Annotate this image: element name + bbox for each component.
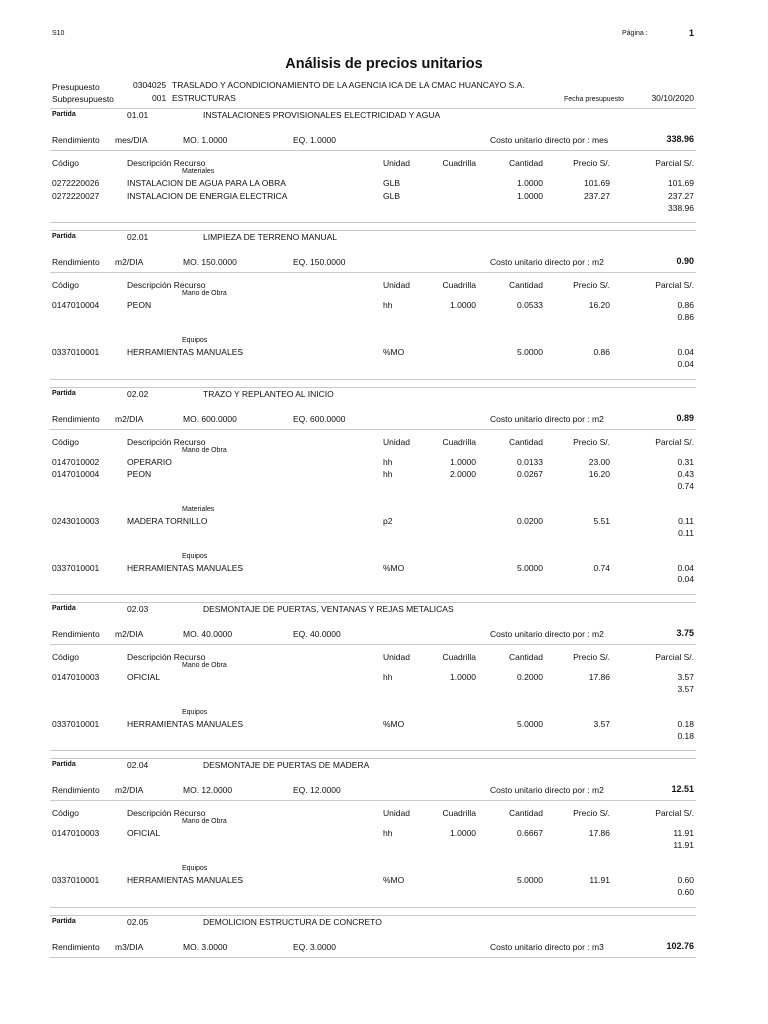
rendimiento-unit: mes/DIA: [115, 135, 148, 145]
resource-cantidad: 0.6667: [517, 828, 543, 839]
resource-desc: HERRAMIENTAS MANUALES: [127, 562, 244, 573]
group-label: Mano de Obra: [182, 446, 227, 454]
resource-cantidad: 0.0267: [517, 469, 543, 480]
resource-code: 0337010001: [52, 718, 100, 729]
resource-code: 0272220027: [52, 190, 100, 201]
resource-cantidad: 1.0000: [517, 190, 543, 201]
resource-cantidad: 5.0000: [517, 562, 543, 573]
divider: [50, 602, 696, 603]
costo-unitario-label: Costo unitario directo por : mes: [490, 135, 609, 145]
resource-parcial: 0.18: [677, 718, 694, 729]
col-parcial: Parcial S/.: [655, 436, 694, 447]
mo-value: MO. 12.0000: [183, 785, 233, 796]
col-parcial: Parcial S/.: [655, 808, 694, 819]
col-precio: Precio S/.: [573, 158, 610, 168]
resource-code: 0337010001: [52, 347, 100, 357]
resource-code: 0147010003: [52, 672, 100, 683]
rendimiento-unit: m2/DIA: [115, 785, 144, 796]
partida-label: Partida: [52, 761, 76, 769]
col-cantidad: Cantidad: [508, 158, 543, 168]
divider: [50, 800, 696, 801]
costo-unitario-value: 0.90: [676, 256, 694, 267]
rendimiento-label: Rendimiento: [52, 135, 100, 145]
col-cuadrilla: Cuadrilla: [442, 808, 476, 819]
resource-unit: %MO: [383, 718, 405, 729]
mo-value: MO. 1.0000: [183, 135, 228, 145]
costo-unitario-value: 0.89: [676, 412, 694, 423]
resource-precio: 5.51: [593, 516, 610, 526]
group-label: Equipos: [182, 552, 208, 560]
group-label: Mano de Obra: [182, 662, 227, 670]
resource-unit: GLB: [383, 190, 401, 201]
divider: [50, 594, 696, 595]
resource-parcial: 0.04: [677, 347, 694, 357]
divider: [50, 272, 696, 273]
group-subtotal: 0.04: [677, 574, 694, 585]
resource-parcial: 0.60: [677, 875, 694, 885]
resource-precio: 3.57: [593, 718, 610, 729]
resource-code: 0243010003: [52, 516, 100, 526]
fecha-label: Fecha presupuesto: [564, 96, 624, 103]
col-cuadrilla: Cuadrilla: [442, 158, 476, 168]
group-subtotal: 338.96: [668, 202, 694, 213]
partida-label: Partida: [52, 605, 76, 613]
partida-label: Partida: [52, 389, 76, 397]
resource-cantidad: 5.0000: [517, 347, 543, 357]
divider: [50, 108, 696, 109]
col-descripcion: Descripción Recurso: [127, 436, 206, 447]
resource-code: 0147010004: [52, 469, 100, 480]
resource-precio: 11.91: [589, 875, 610, 885]
col-cuadrilla: Cuadrilla: [442, 280, 476, 291]
resource-unit: hh: [383, 456, 393, 467]
resource-precio: 17.86: [588, 672, 610, 683]
partida-name: DESMONTAJE DE PUERTAS, VENTANAS Y REJAS METALICAS: [203, 604, 454, 615]
resource-parcial: 0.04: [677, 562, 694, 573]
resource-unit: %MO: [383, 347, 405, 357]
resource-precio: 0.86: [593, 347, 610, 357]
col-cantidad: Cantidad: [508, 436, 543, 447]
col-cantidad: Cantidad: [508, 808, 543, 819]
group-subtotal: 0.60: [677, 886, 694, 897]
resource-unit: hh: [383, 828, 393, 839]
rendimiento-unit: m2/DIA: [115, 257, 144, 268]
resource-desc: OFICIAL: [127, 828, 161, 839]
resource-desc: PEON: [127, 469, 152, 480]
partida-label: Partida: [52, 233, 76, 241]
partida-name: TRAZO Y REPLANTEO AL INICIO: [203, 388, 334, 399]
resource-desc: HERRAMIENTAS MANUALES: [127, 347, 244, 357]
group-subtotal: 0.11: [678, 527, 694, 538]
col-parcial: Parcial S/.: [655, 158, 694, 168]
partida-code: 02.05: [127, 916, 149, 927]
subpresupuesto-desc: ESTRUCTURAS: [172, 93, 236, 103]
rendimiento-label: Rendimiento: [52, 785, 100, 796]
resource-precio: 16.20: [588, 300, 610, 311]
resource-cantidad: 0.0133: [517, 456, 543, 467]
resource-unit: GLB: [383, 178, 401, 188]
resource-desc: HERRAMIENTAS MANUALES: [127, 718, 244, 729]
page-number: 1: [688, 28, 694, 38]
resource-parcial: 0.11: [678, 516, 694, 526]
resource-unit: hh: [383, 469, 393, 480]
col-codigo: Código: [52, 280, 79, 291]
resource-parcial: 101.69: [668, 178, 694, 188]
col-codigo: Código: [52, 652, 79, 663]
costo-unitario-value: 12.51: [671, 784, 694, 795]
resource-precio: 16.20: [588, 469, 610, 480]
costo-unitario-label: Costo unitario directo por : m2: [490, 785, 604, 796]
costo-unitario-value: 338.96: [666, 134, 694, 144]
col-parcial: Parcial S/.: [655, 280, 694, 291]
divider: [50, 222, 696, 223]
col-cantidad: Cantidad: [508, 280, 543, 291]
col-descripcion: Descripción Recurso: [127, 652, 206, 663]
col-unidad: Unidad: [383, 652, 410, 663]
resource-precio: 23.00: [588, 456, 610, 467]
rendimiento-unit: m2/DIA: [115, 629, 144, 640]
presupuesto-desc: TRASLADO Y ACONDICIONAMIENTO DE LA AGENCIA ICA DE LA CMAC HUANCAYO S.A.: [172, 80, 525, 90]
resource-cuadrilla: 1.0000: [450, 672, 476, 683]
partida-code: 02.04: [127, 760, 149, 771]
eq-value: EQ. 1.0000: [293, 135, 337, 145]
group-label: Equipos: [182, 337, 208, 344]
rendimiento-unit: m2/DIA: [115, 413, 144, 424]
resource-cuadrilla: 1.0000: [450, 828, 476, 839]
divider: [50, 915, 696, 916]
group-label: Materiales: [182, 168, 215, 175]
resource-desc: HERRAMIENTAS MANUALES: [127, 875, 244, 885]
group-subtotal: 0.04: [677, 358, 694, 369]
resource-cantidad: 5.0000: [517, 718, 543, 729]
col-cuadrilla: Cuadrilla: [442, 436, 476, 447]
partida-label: Partida: [52, 917, 76, 925]
rendimiento-unit: m3/DIA: [115, 941, 144, 952]
resource-unit: p2: [383, 516, 393, 526]
group-label: Equipos: [182, 708, 208, 716]
resource-code: 0337010001: [52, 562, 100, 573]
fecha-value: 30/10/2020: [651, 93, 694, 103]
resource-cuadrilla: 1.0000: [450, 300, 476, 311]
col-parcial: Parcial S/.: [655, 652, 694, 663]
resource-cuadrilla: 2.0000: [450, 469, 476, 480]
page-label: Página :: [622, 30, 648, 37]
resource-code: 0337010001: [52, 875, 100, 885]
costo-unitario-label: Costo unitario directo por : m2: [490, 413, 604, 424]
divider: [50, 644, 696, 645]
costo-unitario-label: Costo unitario directo por : m3: [490, 941, 604, 952]
rendimiento-label: Rendimiento: [52, 413, 100, 424]
resource-precio: 101.69: [584, 178, 610, 188]
col-codigo: Código: [52, 808, 79, 819]
resource-desc: OFICIAL: [127, 672, 161, 683]
presupuesto-label: Presupuesto: [52, 82, 100, 92]
col-unidad: Unidad: [383, 808, 410, 819]
resource-cantidad: 1.0000: [517, 178, 543, 188]
mo-value: MO. 3.0000: [183, 941, 228, 952]
resource-desc: OPERARIO: [127, 456, 172, 467]
costo-unitario-label: Costo unitario directo por : m2: [490, 629, 604, 640]
partida-name: INSTALACIONES PROVISIONALES ELECTRICIDAD Y AGUA: [203, 110, 441, 120]
partida-code: 01.01: [127, 110, 149, 120]
resource-parcial: 237.27: [668, 190, 694, 201]
resource-code: 0272220026: [52, 178, 100, 188]
group-subtotal: 0.86: [677, 312, 694, 323]
mo-value: MO. 600.0000: [183, 413, 237, 424]
resource-parcial: 3.57: [677, 672, 694, 683]
divider: [50, 957, 696, 958]
divider: [50, 758, 696, 759]
col-descripcion: Descripción Recurso: [127, 808, 206, 819]
partida-name: LIMPIEZA DE TERRENO MANUAL: [203, 232, 337, 243]
divider: [50, 150, 696, 151]
col-unidad: Unidad: [383, 280, 410, 291]
group-subtotal: 0.18: [677, 730, 694, 741]
costo-unitario-label: Costo unitario directo por : m2: [490, 257, 604, 268]
col-precio: Precio S/.: [573, 280, 610, 291]
partida-code: 02.03: [127, 604, 149, 615]
presupuesto-code: 0304025: [133, 80, 167, 90]
resource-desc: INSTALACION DE ENERGIA ELECTRICA: [127, 190, 288, 201]
rendimiento-label: Rendimiento: [52, 257, 100, 268]
resource-unit: %MO: [383, 562, 405, 573]
resource-desc: INSTALACION DE AGUA PARA LA OBRA: [127, 178, 286, 188]
divider: [50, 230, 696, 231]
resource-desc: MADERA TORNILLO: [127, 516, 208, 526]
group-subtotal: 3.57: [677, 684, 694, 694]
resource-cuadrilla: 1.0000: [450, 456, 476, 467]
col-unidad: Unidad: [383, 158, 410, 168]
col-unidad: Unidad: [383, 436, 410, 447]
mo-value: MO. 150.0000: [183, 257, 237, 268]
resource-code: 0147010002: [52, 456, 100, 467]
resource-unit: hh: [383, 672, 393, 683]
costo-unitario-value: 3.75: [676, 628, 694, 639]
divider: [50, 429, 696, 430]
group-subtotal: 0.74: [677, 481, 694, 492]
resource-parcial: 0.43: [677, 469, 694, 480]
subpresupuesto-code: 001: [152, 93, 167, 103]
col-codigo: Código: [52, 158, 79, 168]
col-cantidad: Cantidad: [508, 652, 543, 663]
page-title: Análisis de precios unitarios: [285, 56, 483, 72]
mo-value: MO. 40.0000: [183, 629, 233, 640]
resource-cantidad: 0.0533: [517, 300, 543, 311]
resource-code: 0147010003: [52, 828, 100, 839]
partida-code: 02.02: [127, 388, 149, 399]
col-precio: Precio S/.: [573, 436, 610, 447]
resource-precio: 17.86: [588, 828, 610, 839]
col-precio: Precio S/.: [573, 808, 610, 819]
resource-code: 0147010004: [52, 300, 100, 311]
resource-unit: %MO: [383, 875, 405, 885]
eq-value: EQ. 150.0000: [293, 257, 346, 268]
resource-precio: 0.74: [593, 562, 610, 573]
costo-unitario-value: 102.76: [666, 940, 694, 951]
col-codigo: Código: [52, 436, 79, 447]
partida-label: Partida: [52, 111, 76, 118]
group-label: Equipos: [182, 865, 208, 872]
col-precio: Precio S/.: [573, 652, 610, 663]
report-code: S10: [52, 30, 65, 37]
group-subtotal: 11.91: [673, 840, 694, 851]
divider: [50, 379, 696, 380]
subpresupuesto-label: Subpresupuesto: [52, 94, 114, 104]
partida-name: DESMONTAJE DE PUERTAS DE MADERA: [203, 760, 370, 771]
eq-value: EQ. 12.0000: [293, 785, 341, 796]
resource-parcial: 0.31: [677, 456, 694, 467]
divider: [50, 750, 696, 751]
col-cuadrilla: Cuadrilla: [442, 652, 476, 663]
resource-parcial: 11.91: [673, 828, 694, 839]
resource-cantidad: 0.2000: [517, 672, 543, 683]
rendimiento-label: Rendimiento: [52, 941, 100, 952]
col-descripcion: Descripción Recurso: [127, 280, 206, 291]
resource-cantidad: 5.0000: [517, 875, 543, 885]
group-label: Mano de Obra: [182, 818, 227, 826]
divider: [50, 907, 696, 908]
eq-value: EQ. 40.0000: [293, 629, 341, 640]
resource-precio: 237.27: [584, 190, 610, 201]
resource-unit: hh: [383, 300, 393, 311]
partida-name: DEMOLICION ESTRUCTURA DE CONCRETO: [203, 916, 382, 927]
eq-value: EQ. 600.0000: [293, 413, 346, 424]
group-label: Materiales: [182, 506, 215, 513]
col-descripcion: Descripción Recurso: [127, 158, 206, 168]
eq-value: EQ. 3.0000: [293, 941, 337, 952]
rendimiento-label: Rendimiento: [52, 629, 100, 640]
partida-code: 02.01: [127, 232, 149, 243]
resource-parcial: 0.86: [677, 300, 694, 311]
resource-desc: PEON: [127, 300, 152, 311]
resource-cantidad: 0.0200: [517, 516, 543, 526]
group-label: Mano de Obra: [182, 290, 227, 298]
divider: [50, 387, 696, 388]
